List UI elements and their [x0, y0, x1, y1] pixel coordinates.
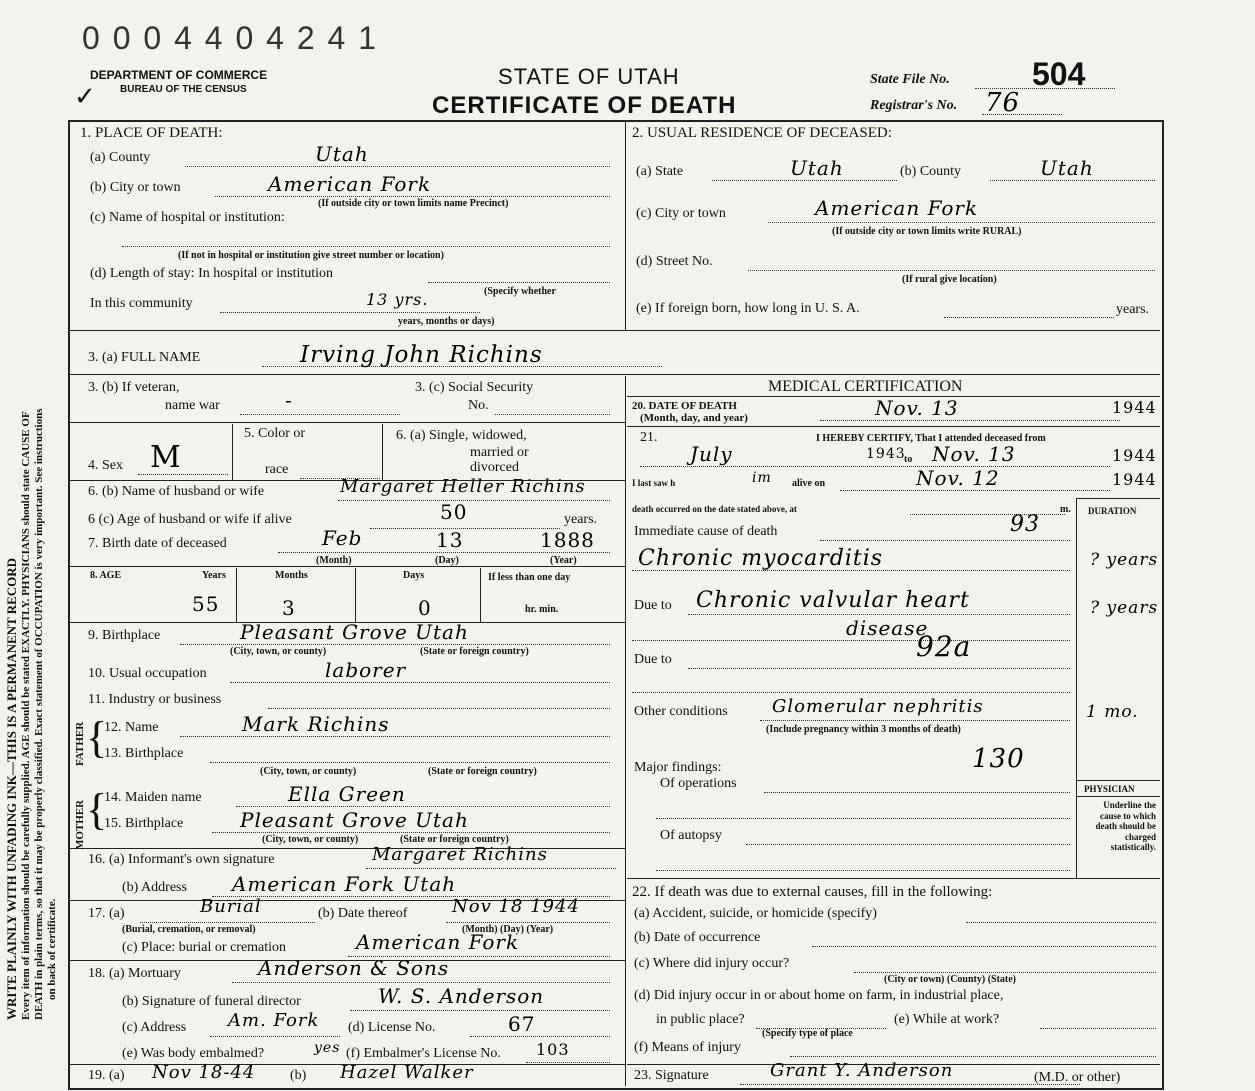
- serial-number: 0 0 0 4 4 0 4 2 4 1: [82, 20, 378, 56]
- embalmer-line: [526, 1062, 610, 1063]
- occupation-line: [230, 682, 610, 683]
- other-note: (Include pregnancy within 3 months of death): [766, 724, 961, 735]
- pod-city: American Fork: [268, 172, 432, 196]
- mortuary-line: [232, 982, 610, 983]
- autopsy-label: Of autopsy: [660, 828, 722, 843]
- burial-date-note: (Month) (Day) (Year): [462, 924, 554, 935]
- physician-title: PHYSICIAN: [1084, 784, 1135, 794]
- pod-city-line: [215, 196, 610, 197]
- pod-hospital-label: (c) Name of hospital or institution:: [90, 210, 285, 225]
- due2-line-2: [632, 692, 1070, 693]
- mother-note-2: (State or foreign country): [400, 834, 509, 845]
- burial-date-label: (b) Date thereof: [318, 906, 408, 921]
- res-foreign-line: [944, 317, 1114, 318]
- pod-ymd: years, months or days): [398, 316, 495, 327]
- pod-county-line: [185, 166, 610, 167]
- bureau-label: BUREAU OF THE CENSUS: [120, 84, 247, 95]
- pod-community-line: [220, 312, 480, 313]
- birth-month-label: (Month): [316, 555, 352, 566]
- external-c-note: (City or town) (County) (State): [884, 974, 1017, 985]
- age-years-label: Years: [202, 570, 226, 581]
- mortuary-label: 18. (a) Mortuary: [88, 966, 181, 981]
- embalmer-label: (f) Embalmer's License No.: [346, 1046, 501, 1061]
- filed-label: 19. (a): [88, 1068, 125, 1083]
- license-label: (d) License No.: [348, 1020, 436, 1035]
- external-d2: in public place?: [656, 1012, 745, 1027]
- birth-label: 7. Birth date of deceased: [88, 536, 227, 551]
- state-title: STATE OF UTAH: [498, 64, 680, 89]
- dod-note: (Month, day, and year): [640, 412, 748, 424]
- ss-no-label: No.: [468, 398, 489, 413]
- embalmer: 103: [536, 1040, 570, 1059]
- external-e: (e) While at work?: [894, 1012, 1000, 1027]
- full-name: Irving John Richins: [300, 342, 543, 368]
- duration-divider: [1076, 498, 1077, 878]
- ops-label: Of operations: [660, 776, 737, 791]
- sex-divider: [232, 424, 233, 480]
- father-bp-label: 13. Birthplace: [104, 746, 184, 761]
- mother-bp-label: 15. Birthplace: [104, 816, 184, 831]
- burial-date-line: [446, 922, 610, 923]
- cert-num: 21.: [640, 430, 658, 445]
- spouse-line: [338, 500, 610, 501]
- veteran: -: [285, 388, 293, 412]
- signature-label: 23. Signature: [634, 1068, 709, 1083]
- burial-label: 17. (a): [88, 906, 125, 921]
- pod-specify: (Specify whether: [484, 286, 556, 297]
- informant-sig-line: [366, 868, 616, 869]
- industry-label: 11. Industry or business: [88, 692, 222, 707]
- marital-label: 6. (a) Single, widowed,: [396, 428, 527, 443]
- due1-label: Due to: [634, 598, 672, 613]
- section-line-top: [70, 330, 1160, 331]
- age-div-2: [355, 568, 356, 622]
- external-title: 22. If death was due to external causes, fill in the following:: [632, 884, 993, 900]
- side-instructions-2: DEATH in plain terms, so that it may be properly classified. Exact statement of OCCUPATION is very important. See instructions: [33, 408, 45, 1020]
- birth-day: 13: [436, 528, 464, 552]
- last-seen-line: [840, 490, 1110, 491]
- spouse-age-unit: years.: [564, 512, 598, 527]
- side-permanent-record: WRITE PLAINLY WITH UNFADING INK—THIS IS A PERMANENT RECORD: [4, 557, 19, 1020]
- birthplace-label: 9. Birthplace: [88, 628, 161, 643]
- informant-sig: Margaret Richins: [372, 844, 548, 865]
- res-county: Utah: [1040, 156, 1094, 180]
- registrar-sig-label: (b): [290, 1068, 307, 1083]
- other-duration: 1 mo.: [1086, 702, 1139, 722]
- due1-cont: disease: [846, 616, 929, 640]
- file-no: 504: [1032, 56, 1086, 92]
- other-code: 130: [972, 744, 1025, 774]
- line-external-top: [627, 878, 1160, 879]
- line-duration: [1076, 498, 1160, 499]
- external-c: (c) Where did injury occur?: [634, 956, 790, 971]
- birth-year-label: (Year): [550, 555, 577, 566]
- registrar-no-label: Registrar's No.: [870, 98, 958, 113]
- other-line: [760, 720, 1070, 721]
- pod-stay-label: (d) Length of stay: In hospital or institution: [90, 266, 334, 281]
- father-name-label: 12. Name: [104, 720, 159, 735]
- check-mark: ✓: [74, 82, 96, 111]
- line-med-cert: [627, 426, 1160, 427]
- birthplace-note-2: (State or foreign country): [420, 646, 529, 657]
- burial-place-label: (c) Place: burial or cremation: [122, 940, 287, 955]
- director-line: [350, 1010, 610, 1011]
- father-name: Mark Richins: [242, 712, 390, 736]
- embalmed: yes: [314, 1040, 341, 1056]
- res-years: years.: [1116, 302, 1150, 317]
- other-label: Other conditions: [634, 704, 728, 719]
- registrar-sig: Hazel Walker: [340, 1062, 474, 1083]
- informant-sig-label: 16. (a) Informant's own signature: [88, 852, 275, 867]
- mother-name-label: 14. Maiden name: [104, 790, 202, 805]
- age-less-label: If less than one day: [488, 572, 571, 583]
- external-a: (a) Accident, suicide, or homicide (specify): [634, 906, 877, 921]
- m-label: m.: [1060, 504, 1071, 515]
- mother-name-line: [236, 806, 610, 807]
- age-label: 8. AGE: [90, 570, 122, 581]
- res-city-note: (If outside city or town limits write RURAL): [832, 226, 1022, 237]
- physician-note: Underline the cause to which death should be charged statistically.: [1095, 800, 1156, 852]
- dod-line: [820, 420, 1120, 421]
- mortuary-addr-line: [210, 1036, 340, 1037]
- occurred: death occurred on the date stated above, at: [632, 504, 797, 514]
- license-line: [470, 1036, 610, 1037]
- external-f-line: [790, 1056, 1156, 1057]
- external-c-line: [854, 972, 1156, 973]
- age-years: 55: [192, 592, 220, 616]
- immediate-code: 93: [1010, 512, 1040, 537]
- immediate-duration: ? years: [1090, 550, 1159, 570]
- marital-label-2: married or: [470, 445, 529, 460]
- immediate-line: [820, 540, 1070, 541]
- res-city-label: (c) City or town: [636, 206, 726, 221]
- age-days-label: Days: [403, 570, 425, 581]
- occupation-label: 10. Usual occupation: [88, 666, 207, 681]
- major-label: Major findings:: [634, 760, 722, 775]
- res-street-label: (d) Street No.: [636, 254, 713, 269]
- veteran-war-label: name war: [165, 398, 220, 413]
- from-year: 1943: [866, 446, 906, 462]
- informant-addr-label: (b) Address: [122, 880, 187, 895]
- father-brace: {: [86, 713, 108, 762]
- side-instructions-3: on back of certificate.: [46, 898, 58, 1000]
- registrar-no: 76: [985, 88, 1021, 118]
- spouse-age-label: 6 (c) Age of husband or wife if alive: [88, 512, 292, 527]
- last-seen: Nov. 12: [916, 466, 1000, 490]
- birthplace-note-1: (City, town, or county): [230, 646, 327, 657]
- signature: Grant Y. Anderson: [770, 1060, 954, 1081]
- spouse-age: 50: [440, 500, 468, 524]
- external-b-line: [812, 946, 1156, 947]
- embalmed-label: (e) Was body embalmed?: [122, 1046, 265, 1061]
- res-state-line: [712, 180, 897, 181]
- mother-note-1: (City, town, or county): [262, 834, 359, 845]
- occurred-line: [910, 514, 1065, 515]
- autopsy-line-2: [656, 870, 1070, 871]
- father-note-2: (State or foreign country): [428, 766, 537, 777]
- line-physician-2: [1076, 796, 1160, 797]
- due1-line-2: [632, 640, 1070, 641]
- mother-brace: {: [86, 785, 108, 834]
- full-name-label: 3. (a) FULL NAME: [88, 350, 201, 365]
- md-label: (M.D. or other): [1034, 1070, 1121, 1085]
- spouse: Margaret Heller Richins: [340, 476, 586, 497]
- burial: Burial: [200, 896, 262, 917]
- father-note-1: (City, town, or county): [260, 766, 357, 777]
- burial-date: Nov 18 1944: [452, 896, 580, 917]
- pod-city-note: (If outside city or town limits name Precinct): [318, 198, 509, 209]
- cert-text: I HEREBY CERTIFY, That I attended deceased from: [816, 433, 1046, 444]
- file-no-label: State File No.: [870, 72, 950, 87]
- burial-note: (Burial, cremation, or removal): [122, 924, 256, 935]
- age-div-3: [480, 568, 481, 622]
- age-months: 3: [282, 596, 296, 620]
- place-of-death-title: 1. PLACE OF DEATH:: [80, 125, 223, 141]
- last-seen-pre: I last saw h: [632, 478, 676, 488]
- burial-line: [140, 922, 315, 923]
- mortuary-addr-label: (c) Address: [122, 1020, 187, 1035]
- occupation: laborer: [325, 658, 407, 682]
- color-divider: [382, 424, 383, 480]
- to-year: 1944: [1112, 446, 1157, 465]
- pod-hospital-note: (If not in hospital or institution give street number or location): [178, 250, 444, 261]
- due2-label: Due to: [634, 652, 672, 667]
- ops-line-2: [656, 818, 1070, 819]
- center-divider-top: [625, 122, 626, 330]
- veteran-label: 3. (b) If veteran,: [88, 380, 180, 395]
- mother-bp-line: [212, 832, 610, 833]
- side-instructions-1: Every item of information should be carefully supplied. AGE should be stated EXACTLY. PHYSICIANS should state CAUSE OF: [20, 411, 32, 1020]
- section-line-name: [70, 374, 1160, 375]
- duration-label: DURATION: [1088, 506, 1137, 516]
- mortuary: Anderson & Sons: [258, 956, 450, 980]
- line-sex-top: [70, 422, 625, 423]
- mother-side-label: MOTHER: [74, 799, 86, 850]
- to-label: to: [904, 454, 913, 465]
- pod-county-label: (a) County: [90, 150, 151, 165]
- res-county-line: [990, 180, 1155, 181]
- medical-title: MEDICAL CERTIFICATION: [768, 378, 963, 395]
- birthplace: Pleasant Grove Utah: [240, 620, 469, 644]
- to: Nov. 13: [932, 442, 1016, 466]
- sex: M: [150, 440, 182, 475]
- sex-label: 4. Sex: [88, 458, 123, 473]
- pod-community: 13 yrs.: [366, 290, 429, 309]
- age-days: 0: [418, 596, 432, 620]
- due1-line: [688, 614, 1070, 615]
- pod-county: Utah: [315, 142, 369, 166]
- marital-label-3: divorced: [470, 460, 519, 475]
- external-d: (d) Did injury occur in or about home on farm, in industrial place,: [634, 988, 1004, 1003]
- last-year: 1944: [1112, 470, 1157, 489]
- other: Glomerular nephritis: [772, 696, 984, 717]
- due1-code: 92a: [916, 630, 972, 663]
- external-a-line: [966, 922, 1156, 923]
- due2-line: [688, 668, 1070, 669]
- res-state: Utah: [790, 156, 844, 180]
- immediate: Chronic myocarditis: [638, 546, 884, 571]
- res-street-note: (If rural give location): [902, 274, 997, 285]
- res-street-line: [748, 270, 1155, 271]
- burial-place: American Fork: [356, 930, 520, 954]
- ss-line: [495, 414, 610, 415]
- age-months-label: Months: [275, 570, 308, 581]
- due1-duration: ? years: [1090, 598, 1159, 618]
- father-side-label: FATHER: [74, 721, 86, 766]
- mother-name: Ella Green: [288, 782, 406, 806]
- informant-addr: American Fork Utah: [232, 872, 457, 896]
- external-f: (f) Means of injury: [634, 1040, 741, 1055]
- director-label: (b) Signature of funeral director: [122, 994, 301, 1009]
- mortuary-addr: Am. Fork: [228, 1010, 320, 1031]
- veteran-line: [240, 414, 400, 415]
- birth-day-label: (Day): [435, 555, 459, 566]
- from: July: [690, 442, 733, 466]
- spouse-label: 6. (b) Name of husband or wife: [88, 484, 265, 499]
- external-e-line: [1040, 1028, 1156, 1029]
- res-city-line: [768, 222, 1155, 223]
- last-seen-him: im: [752, 470, 772, 486]
- dod-year: 1944: [1112, 398, 1157, 417]
- due1: Chronic valvular heart: [696, 588, 970, 613]
- father-bp-line: [210, 762, 610, 763]
- center-divider-main: [625, 376, 626, 1086]
- pod-hospital-line: [122, 246, 610, 247]
- industry-line: [268, 708, 610, 709]
- pod-city-label: (b) City or town: [90, 180, 181, 195]
- ops-line: [764, 792, 1070, 793]
- ss-label: 3. (c) Social Security: [415, 380, 534, 395]
- director: W. S. Anderson: [378, 984, 545, 1008]
- from-line: [640, 466, 1110, 467]
- spouse-age-line: [370, 528, 560, 529]
- res-state-label: (a) State: [636, 164, 684, 179]
- color-label: 5. Color or: [244, 426, 306, 441]
- birth-year: 1888: [540, 528, 595, 552]
- alive-on: alive on: [792, 478, 826, 489]
- dod-label: 20. DATE OF DEATH: [632, 400, 737, 412]
- father-name-line: [180, 736, 610, 737]
- age-hr-min: hr. min.: [525, 604, 559, 615]
- pod-community-label: In this community: [90, 296, 193, 311]
- race-label: race: [265, 462, 289, 477]
- residence-title: 2. USUAL RESIDENCE OF DECEASED:: [632, 125, 892, 141]
- filed: Nov 18-44: [152, 1062, 256, 1083]
- autopsy-line: [746, 844, 1070, 845]
- pod-stay-line: [428, 282, 610, 283]
- immediate-label: Immediate cause of death: [634, 524, 778, 539]
- dod: Nov. 13: [875, 396, 959, 420]
- cert-title: CERTIFICATE OF DEATH: [432, 92, 737, 119]
- res-city: American Fork: [815, 196, 979, 220]
- mother-bp: Pleasant Grove Utah: [240, 808, 469, 832]
- line-age-top: [70, 566, 625, 567]
- signature-line: [740, 1084, 1080, 1085]
- birth-line: [278, 552, 610, 553]
- age-div-1: [236, 568, 237, 622]
- external-d2-note: (Specify type of place: [762, 1028, 853, 1039]
- license: 67: [508, 1012, 536, 1036]
- res-foreign-label: (e) If foreign born, how long in U. S. A.: [636, 301, 860, 316]
- dept-label: DEPARTMENT OF COMMERCE: [90, 68, 268, 82]
- birth-month: Feb: [322, 526, 363, 550]
- res-county-label: (b) County: [900, 164, 962, 179]
- external-b: (b) Date of occurrence: [634, 930, 761, 945]
- birthplace-line: [180, 644, 610, 645]
- line-physician: [1076, 780, 1160, 781]
